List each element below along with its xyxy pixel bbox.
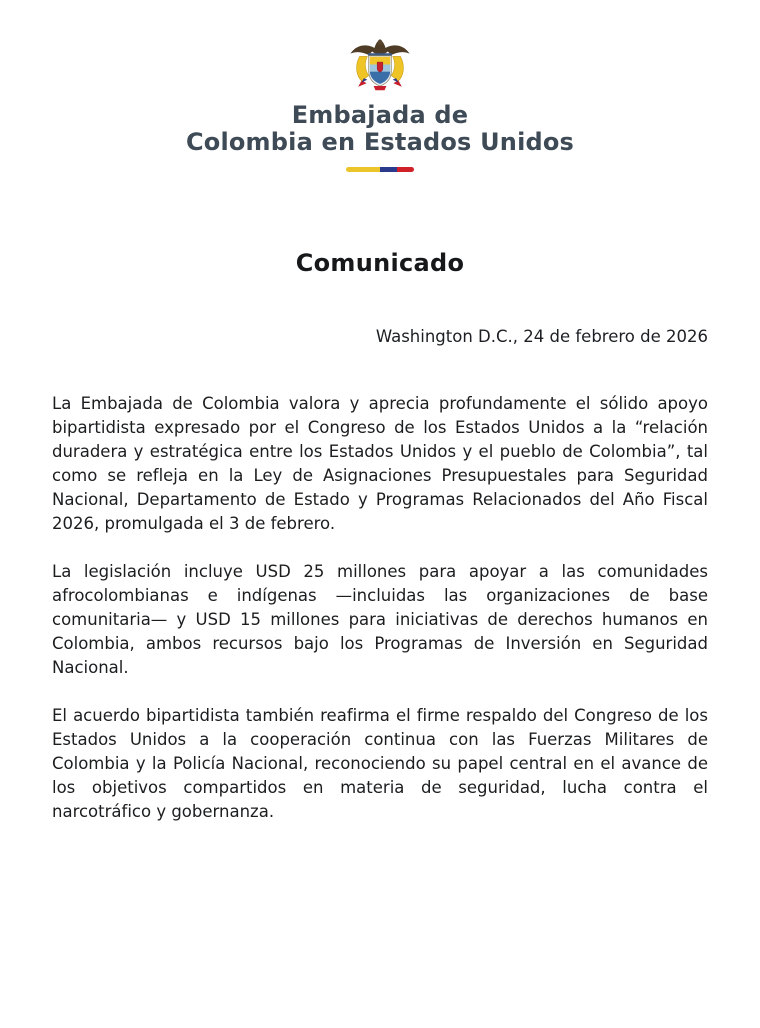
org-name-line1: Embajada de	[291, 101, 469, 129]
colombia-flag-bar	[346, 167, 414, 172]
colombia-coat-of-arms-icon	[342, 36, 418, 98]
document-body	[52, 392, 708, 824]
paragraph-3: El acuerdo bipartidista también reafirma el firme respaldo del Congreso de los Estados Unidos a la cooperación continua con las Fuerzas Militares de Colombia y la Policía Nacional, reconociendo su papel central en el avance de los objetivos compartidos en materia de seguridad, lucha contra el narcotráfico y gobernanza.	[52, 706, 708, 821]
dateline: Washington D.C., 24 de febrero de 2026	[375, 327, 708, 346]
org-name-line2: Colombia en Estados Unidos	[185, 128, 575, 156]
letterhead	[52, 0, 708, 172]
paragraph-1: La Embajada de Colombia valora y aprecia profundamente el sólido apoyo bipartidista expresado por el Congreso de los Estados Unidos a la “relación duradera y estratégica entre los Estados Unidos y el pueblo de Colombia”, tal como se refleja en la Ley de Asignaciones Presupuestales para Seguridad Nacional, Departamento de Estado y Programas Relacionados del Año Fiscal 2026, promulgada el 3 de febrero.	[52, 394, 708, 533]
flag-segment-blue	[380, 167, 397, 172]
flag-segment-yellow	[346, 167, 380, 172]
flag-segment-red	[397, 167, 414, 172]
document-title: Comunicado	[295, 249, 465, 277]
paragraph-2: La legislación incluye USD 25 millones para apoyar a las comunidades afrocolombianas e indígenas —incluidas las organizaciones de base comunitaria— y USD 15 millones para iniciativas de derechos humanos en Colombia, ambos recursos bajo los Programas de Inversión en Seguridad Nacional.	[52, 562, 708, 677]
